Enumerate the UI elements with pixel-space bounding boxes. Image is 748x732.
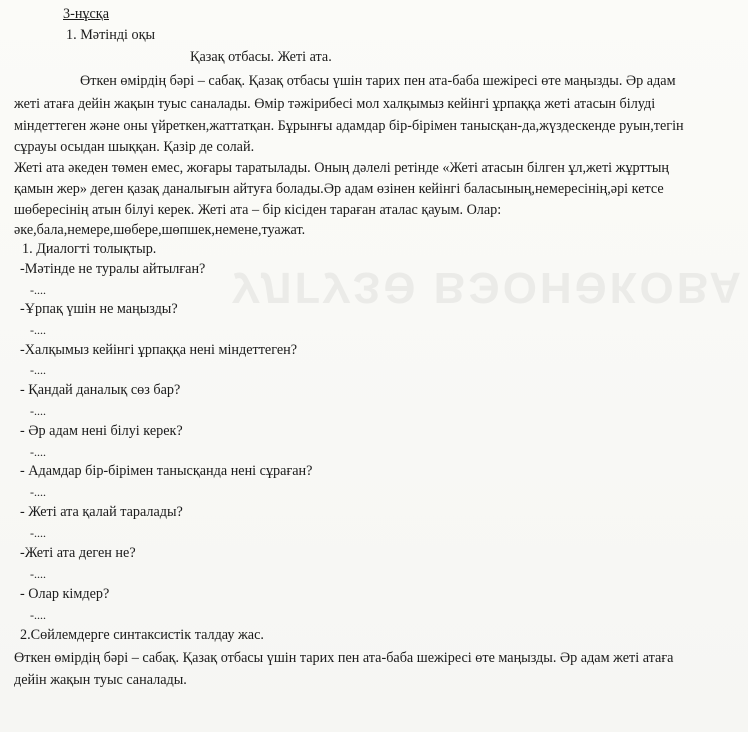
dialog-question: -Халқымыз кейінгі ұрпаққа нені міндеттеген? — [20, 342, 298, 358]
paragraph-line: Өткен өмірдің бәрі – сабақ. Қазақ отбасы үшін тарих пен ата-баба шежіресі өте маңызды. Әр адам — [80, 73, 676, 89]
task1-label: 1. Мәтінді оқы — [66, 27, 156, 43]
dialog-answer: -.... — [30, 485, 46, 499]
paragraph-line: әке,бала,немере,шөбере,шөпшек,немене,туажат. — [14, 222, 306, 238]
paragraph-line: шөбересінің атын білуі керек. Жеті ата – бір кісіден тараған аталас қауым. Олар: — [14, 202, 502, 218]
dialog-answer: -.... — [30, 283, 46, 297]
dialog-question: -Ұрпақ үшін не маңызды? — [20, 301, 178, 317]
dialog-question: - Олар кімдер? — [20, 586, 110, 602]
dialog-question: - Жеті ата қалай таралады? — [20, 504, 183, 520]
bleed-through-text: УЛГУЗӘ ВЭОНӘКОВА — [232, 263, 745, 312]
task2-label: 2.Сөйлемдерге синтаксистік талдау жас. — [20, 627, 264, 643]
sentence-line: дейін жақын туыс саналады. — [14, 672, 187, 688]
variant-label: 3-нұсқа — [63, 6, 109, 22]
dialog-question: - Адамдар бір-бірімен танысқанда нені сұраған? — [20, 463, 313, 479]
dialog-question: -Жеті ата деген не? — [20, 545, 136, 561]
paragraph-line: жеті атаға дейін жақын туыс саналады. Өмір тәжірибесі мол халқымыз кейінгі ұрпаққа жеті атасын білуді — [14, 96, 656, 112]
dialog-question: - Әр адам нені білуі керек? — [20, 423, 183, 439]
paragraph-line: қамын жер» деген қазақ даналығын айтуға болады.Әр адам өзінен кейінгі баласының,немересінің,әрі кетсе — [14, 181, 664, 197]
paragraph-line: Жеті ата әкеден төмен емес, жоғары таратылады. Оның дәлелі ретінде «Жеті атасын білген ұл,жеті жұрттың — [14, 160, 669, 176]
sentence-line: Өткен өмірдің бәрі – сабақ. Қазақ отбасы үшін тарих пен ата-баба шежіресі өте маңызды. Әр адам жеті атаға — [14, 650, 674, 666]
paragraph-line: міндеттеген және оны үйреткен,жаттатқан. Бұрынғы адамдар бір-бірімен танысқан-да,жүздескенде руын,тегін — [14, 118, 684, 134]
dialog-answer: -.... — [30, 608, 46, 622]
text-title: Қазақ отбасы. Жеті ата. — [190, 49, 332, 65]
dialog-answer: -.... — [30, 363, 46, 377]
dialog-question: - Қандай даналық сөз бар? — [20, 382, 181, 398]
dialog-answer: -.... — [30, 526, 46, 540]
dialog-answer: -.... — [30, 567, 46, 581]
dialog-answer: -.... — [30, 323, 46, 337]
dialog-question: -Мәтінде не туралы айтылған? — [20, 261, 206, 277]
dialog-answer: -.... — [30, 445, 46, 459]
dialog-answer: -.... — [30, 404, 46, 418]
paragraph-line: сұрауы осыдан шыққан. Қазір де солай. — [14, 139, 255, 155]
dialog-title: 1. Диалогті толықтыр. — [22, 241, 157, 257]
